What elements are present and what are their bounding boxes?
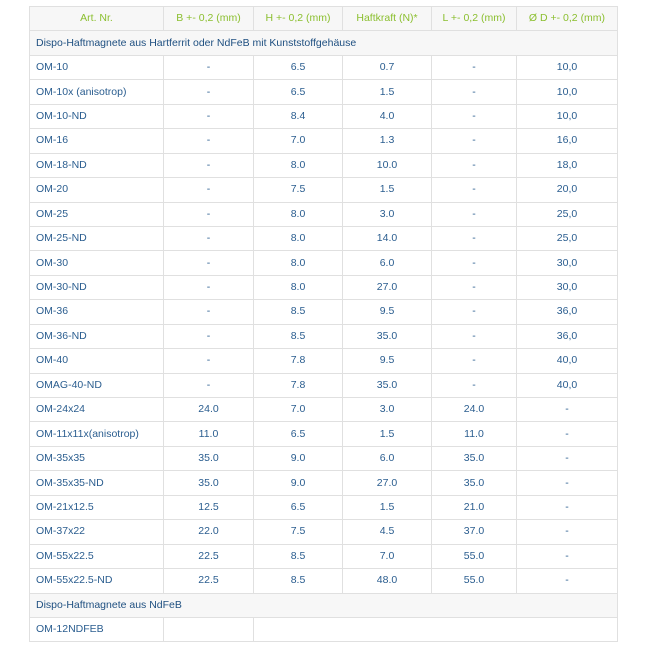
table-cell: 6.5 <box>254 80 343 104</box>
table-cell: - <box>164 178 254 202</box>
table-cell: 25,0 <box>517 226 618 250</box>
table-cell: 27.0 <box>343 275 432 299</box>
table-cell: - <box>517 471 618 495</box>
table-cell: - <box>164 153 254 177</box>
table-cell: 35.0 <box>432 446 517 470</box>
table-cell: 40,0 <box>517 349 618 373</box>
table-cell: 10,0 <box>517 80 618 104</box>
table-cell: 7.5 <box>254 178 343 202</box>
table-cell: - <box>164 373 254 397</box>
table-cell: - <box>432 178 517 202</box>
table-cell: - <box>517 544 618 568</box>
table-cell: 3.0 <box>343 398 432 422</box>
article-number-cell: OM-18-ND <box>30 153 164 177</box>
section-title: Dispo-Haftmagnete aus NdFeB <box>30 593 618 617</box>
table-cell: 12.5 <box>164 495 254 519</box>
table-header-row <box>30 7 618 31</box>
table-cell: - <box>164 129 254 153</box>
table-cell: 22.0 <box>164 520 254 544</box>
table-cell: 18,0 <box>517 153 618 177</box>
section-row-ndfeb <box>30 593 618 617</box>
magnet-spec-table <box>29 6 618 642</box>
article-number-cell: OM-12NDFEB <box>30 617 164 641</box>
table-cell: 6.5 <box>254 55 343 79</box>
table-cell: 24.0 <box>164 398 254 422</box>
table-cell: 24.0 <box>432 398 517 422</box>
table-cell: - <box>164 226 254 250</box>
article-number-cell: OM-55x22.5-ND <box>30 569 164 593</box>
table-cell: 37.0 <box>432 520 517 544</box>
table-cell: 7.5 <box>254 520 343 544</box>
article-number-cell: OM-36 <box>30 300 164 324</box>
table-cell: - <box>517 569 618 593</box>
table-cell: - <box>517 422 618 446</box>
table-cell: 9.0 <box>254 446 343 470</box>
article-number-cell: OM-16 <box>30 129 164 153</box>
table-cell: 8.5 <box>254 544 343 568</box>
table-cell: 22.5 <box>164 544 254 568</box>
table-cell: 35.0 <box>164 446 254 470</box>
table-cell: 16,0 <box>517 129 618 153</box>
table-cell: 8.0 <box>254 251 343 275</box>
table-cell: 8.0 <box>254 275 343 299</box>
table-row <box>30 544 618 568</box>
table-cell: - <box>164 202 254 226</box>
table-row <box>30 129 618 153</box>
table-row <box>30 495 618 519</box>
table-cell: - <box>164 349 254 373</box>
table-cell: 36,0 <box>517 300 618 324</box>
table-cell: 11.0 <box>432 422 517 446</box>
table-cell: 27.0 <box>343 471 432 495</box>
table-cell: - <box>164 55 254 79</box>
table-row <box>30 324 618 348</box>
table-row <box>30 251 618 275</box>
article-number-cell: OM-10 <box>30 55 164 79</box>
col-header-l: L +- 0,2 (mm) <box>432 7 517 31</box>
table-cell: 0.7 <box>343 55 432 79</box>
table-row <box>30 471 618 495</box>
table-row <box>30 349 618 373</box>
table-row <box>30 569 618 593</box>
col-header-b: B +- 0,2 (mm) <box>164 7 254 31</box>
table-row <box>30 80 618 104</box>
table-cell: 21.0 <box>432 495 517 519</box>
table-cell: - <box>432 300 517 324</box>
article-number-cell: OM-11x11x(anisotrop) <box>30 422 164 446</box>
table-row <box>30 398 618 422</box>
table-cell: 55.0 <box>432 544 517 568</box>
table-cell: - <box>164 251 254 275</box>
article-number-cell: OM-35x35 <box>30 446 164 470</box>
table-row <box>30 104 618 128</box>
table-cell: 8.5 <box>254 324 343 348</box>
article-number-cell: OM-25 <box>30 202 164 226</box>
article-number-cell: OM-37x22 <box>30 520 164 544</box>
table-cell: 30,0 <box>517 275 618 299</box>
table-row <box>30 422 618 446</box>
table-cell: 55.0 <box>432 569 517 593</box>
table-cell: - <box>517 398 618 422</box>
article-number-cell: OM-25-ND <box>30 226 164 250</box>
section-row-kunststoff <box>30 31 618 55</box>
table-cell: 9.5 <box>343 300 432 324</box>
table-cell: 7.0 <box>254 398 343 422</box>
article-number-cell: OM-30 <box>30 251 164 275</box>
article-number-cell: OM-36-ND <box>30 324 164 348</box>
table-cell: 9.5 <box>343 349 432 373</box>
table-cell: 35.0 <box>343 373 432 397</box>
table-cell: 1.5 <box>343 422 432 446</box>
table-cell: 6.0 <box>343 251 432 275</box>
table-cell <box>254 617 618 641</box>
table-cell: 48.0 <box>343 569 432 593</box>
article-number-cell: OM-21x12.5 <box>30 495 164 519</box>
table-row <box>30 275 618 299</box>
table-cell: - <box>432 104 517 128</box>
table-row <box>30 373 618 397</box>
table-row <box>30 520 618 544</box>
article-number-cell: OM-10x (anisotrop) <box>30 80 164 104</box>
table-cell: 7.0 <box>254 129 343 153</box>
table-cell: 3.0 <box>343 202 432 226</box>
table-cell: 9.0 <box>254 471 343 495</box>
table-cell: - <box>432 153 517 177</box>
table-cell: 8.0 <box>254 226 343 250</box>
table-cell: - <box>164 324 254 348</box>
table-cell: 1.5 <box>343 495 432 519</box>
table-cell <box>164 617 254 641</box>
table-cell: 8.0 <box>254 202 343 226</box>
table-cell: 10,0 <box>517 104 618 128</box>
article-number-cell: OM-55x22.5 <box>30 544 164 568</box>
table-cell: - <box>432 275 517 299</box>
table-cell: 10,0 <box>517 55 618 79</box>
table-cell: 7.0 <box>343 544 432 568</box>
col-header-h: H +- 0,2 (mm) <box>254 7 343 31</box>
table-row <box>30 446 618 470</box>
table-cell: - <box>517 495 618 519</box>
table-cell: 25,0 <box>517 202 618 226</box>
table-cell: 1.5 <box>343 178 432 202</box>
table-cell: - <box>432 129 517 153</box>
article-number-cell: OM-35x35-ND <box>30 471 164 495</box>
table-row <box>30 153 618 177</box>
article-number-cell: OMAG-40-ND <box>30 373 164 397</box>
table-cell: - <box>164 80 254 104</box>
table-cell: 30,0 <box>517 251 618 275</box>
table-cell: - <box>432 373 517 397</box>
col-header-haftkraft: Haftkraft (N)* <box>343 7 432 31</box>
table-cell: 4.5 <box>343 520 432 544</box>
table-row <box>30 178 618 202</box>
col-header-art-nr: Art. Nr. <box>30 7 164 31</box>
article-number-cell: OM-24x24 <box>30 398 164 422</box>
article-number-cell: OM-10-ND <box>30 104 164 128</box>
table-cell: 1.3 <box>343 129 432 153</box>
table-cell: 6.0 <box>343 446 432 470</box>
table-cell: - <box>432 324 517 348</box>
table-cell: - <box>164 104 254 128</box>
table-row <box>30 226 618 250</box>
table-cell: - <box>432 80 517 104</box>
table-cell: - <box>432 226 517 250</box>
table-cell: 1.5 <box>343 80 432 104</box>
table-cell: 36,0 <box>517 324 618 348</box>
section-title: Dispo-Haftmagnete aus Hartferrit oder NdFeB mit Kunststoffgehäuse <box>30 31 618 55</box>
table-cell: 22.5 <box>164 569 254 593</box>
table-cell: 35.0 <box>164 471 254 495</box>
table-cell: 11.0 <box>164 422 254 446</box>
table-cell: 7.8 <box>254 349 343 373</box>
table-cell: 4.0 <box>343 104 432 128</box>
table-cell: 14.0 <box>343 226 432 250</box>
table-cell: 6.5 <box>254 495 343 519</box>
table-row <box>30 55 618 79</box>
table-row <box>30 300 618 324</box>
article-number-cell: OM-40 <box>30 349 164 373</box>
table-cell: 40,0 <box>517 373 618 397</box>
table-cell: 20,0 <box>517 178 618 202</box>
table-cell: - <box>432 55 517 79</box>
table-row <box>30 617 618 641</box>
table-cell: 8.5 <box>254 300 343 324</box>
table-cell: 35.0 <box>343 324 432 348</box>
table-cell: 6.5 <box>254 422 343 446</box>
table-cell: 8.4 <box>254 104 343 128</box>
table-cell: - <box>432 349 517 373</box>
table-cell: - <box>517 520 618 544</box>
table-cell: - <box>432 202 517 226</box>
table-cell: - <box>517 446 618 470</box>
table-cell: 35.0 <box>432 471 517 495</box>
table-cell: - <box>164 300 254 324</box>
table-cell: 8.5 <box>254 569 343 593</box>
table-cell: 8.0 <box>254 153 343 177</box>
article-number-cell: OM-20 <box>30 178 164 202</box>
table-cell: 7.8 <box>254 373 343 397</box>
article-number-cell: OM-30-ND <box>30 275 164 299</box>
table-cell: - <box>432 251 517 275</box>
table-cell: 10.0 <box>343 153 432 177</box>
col-header-d: Ø D +- 0,2 (mm) <box>517 7 618 31</box>
table-row <box>30 202 618 226</box>
table-cell: - <box>164 275 254 299</box>
